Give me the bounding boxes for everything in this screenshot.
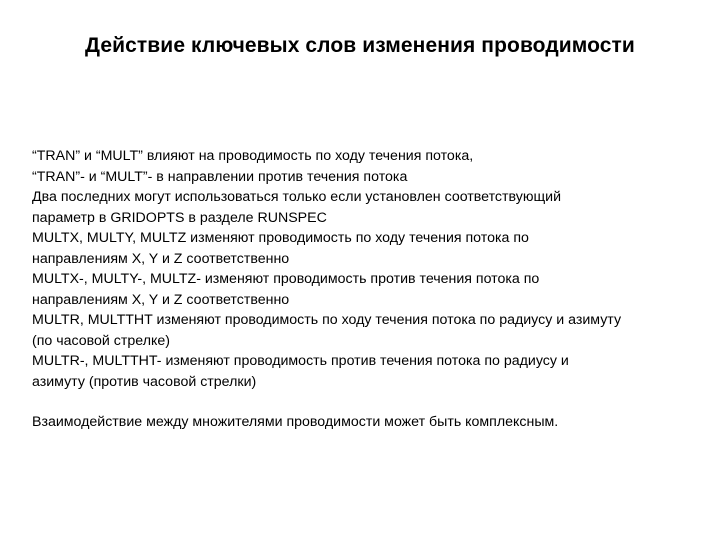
body-line-clockwise: (по часовой стрелке) <box>32 332 170 349</box>
body-line-tran-mult-minus: “TRAN”- и “MULT”- в направлении против течения потока <box>32 168 408 185</box>
paragraph-gap <box>32 392 716 412</box>
body-line-multxyz-minus-directions: направлениям X, Y и Z соответственно <box>32 291 290 308</box>
body-line-tran-mult: “TRAN” и “MULT” влияют на проводимость по ходу течения потока, <box>32 148 474 164</box>
body-line-multxyz: MULTX, MULTY, MULTZ изменяют проводимость по ходу течения потока по <box>32 230 529 246</box>
body-line-usage-condition: Два последних могут использоваться только если установлен соответствующий <box>32 189 562 205</box>
body-line-multr-multtht-minus: MULTR-, MULTTHT- изменяют проводимость против течения потока по радиусу и <box>32 353 569 369</box>
body-line-multxyz-minus: MULTX-, MULTY-, MULTZ- изменяют проводимость против течения потока по <box>32 271 540 287</box>
body-line-counterclockwise: азимуту (против часовой стрелки) <box>32 373 257 390</box>
body-line-multxyz-directions: направлениям X, Y и Z соответственно <box>32 250 290 267</box>
body-line-closing: Взаимодействие между множителями проводимости может быть комплексным. <box>32 414 559 430</box>
slide-title: Действие ключевых слов изменения проводимости <box>85 34 635 57</box>
body-line-gridopts: параметр в GRIDOPTS в разделе RUNSPEC <box>32 209 327 226</box>
slide-body <box>32 146 716 433</box>
body-line-multr-multtht: MULTR, MULTTHT изменяют проводимость по ходу течения потока по радиусу и азимуту <box>32 312 622 328</box>
